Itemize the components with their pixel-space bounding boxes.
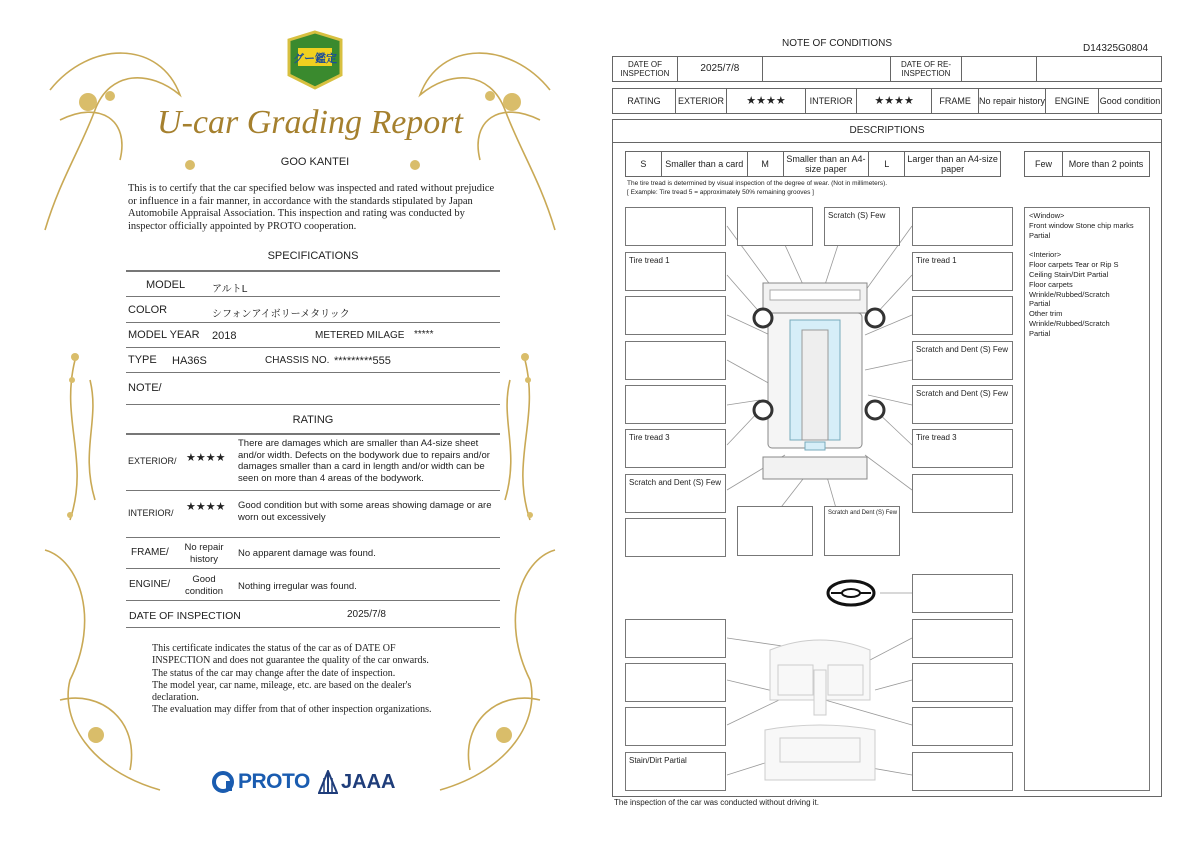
divider <box>126 347 500 348</box>
footer-line: The status of the car may change after the date of inspection. <box>152 667 396 679</box>
note-box-scratch-dent-right2 <box>912 385 1013 424</box>
engine-value: Good condition <box>184 574 224 597</box>
exterior-label: EXTERIOR/ <box>128 456 177 466</box>
side-notes-box <box>1024 207 1150 791</box>
note-text: Scratch and Dent (S) Few <box>916 389 1009 398</box>
side-note-line: Floor carpets <box>1029 279 1073 289</box>
divider <box>126 537 500 538</box>
note-box <box>912 474 1013 513</box>
note-text: Scratch (S) Few <box>828 211 886 220</box>
note-text: Tire tread 1 <box>629 256 670 265</box>
conditions-footer: The inspection of the car was conducted without driving it. <box>614 798 819 807</box>
divider <box>126 270 500 272</box>
inspection-date-value: 2025/7/8 <box>347 609 386 620</box>
note-box-tire-rl <box>625 429 726 468</box>
divider <box>126 600 500 601</box>
certificate-footer <box>152 643 492 717</box>
document-id: D14325G0804 <box>1083 43 1149 54</box>
jaaa-mark-icon <box>318 770 338 794</box>
note-box <box>625 341 726 380</box>
tire-example: [ Example: Tire tread 5 = approximately 50% remaining grooves ] <box>627 189 814 196</box>
specifications-heading: SPECIFICATIONS <box>267 250 359 262</box>
engine-description: Nothing irregular was found. <box>238 581 357 592</box>
note-text: Tire tread 3 <box>916 433 957 442</box>
engine-label: ENGINE/ <box>129 579 171 590</box>
steering-wheel-icon <box>828 581 874 605</box>
legend-few: Few <box>1025 152 1063 177</box>
note-box <box>625 663 726 702</box>
note-box-tire-fl <box>625 252 726 291</box>
note-box <box>912 574 1013 613</box>
legend-few-desc: More than 2 points <box>1063 152 1150 177</box>
chassis-value: *********555 <box>334 355 391 367</box>
certificate-subtitle: GOO KANTEI <box>280 156 350 168</box>
divider <box>126 322 500 323</box>
exterior-stars: ★★★★ <box>186 452 226 464</box>
chassis-label: CHASSIS NO. <box>265 355 330 366</box>
side-note-line: Wrinkle/Rubbed/Scratch <box>1029 318 1110 328</box>
frame-description: No apparent damage was found. <box>238 548 376 559</box>
type-label: TYPE <box>128 354 157 366</box>
rating-heading: RATING <box>292 414 334 426</box>
model-year-label: MODEL YEAR <box>128 329 200 341</box>
divider <box>126 627 500 628</box>
proto-logo-text: PROTO <box>238 770 310 793</box>
side-note-line: <Interior> <box>1029 250 1062 260</box>
note-label: NOTE/ <box>128 382 162 394</box>
frame-value: No repair history <box>978 89 1045 114</box>
side-note-line: Floor carpets Tear or Rip S <box>1029 260 1119 270</box>
certificate-title: U-car Grading Report <box>157 104 463 141</box>
side-note-line: <Window> <box>1029 211 1065 220</box>
note-text: Scratch and Dent (S) Few <box>629 478 722 487</box>
note-box-scratch-dent-right1 <box>912 341 1013 380</box>
note-box <box>912 707 1013 746</box>
interior-stars: ★★★★ <box>186 501 226 513</box>
note-box-tire-rr <box>912 429 1013 468</box>
note-box-scratch-top <box>824 207 900 246</box>
note-box <box>737 207 813 246</box>
exterior-label: EXTERIOR <box>676 89 727 114</box>
note-box <box>625 296 726 335</box>
jaaa-logo-text: JAAA <box>341 770 396 793</box>
note-text: Tire tread 1 <box>916 256 957 265</box>
note-box-stain <box>625 752 726 791</box>
frame-value: No repair history <box>184 542 224 565</box>
note-box-scratch-dent-left <box>625 474 726 513</box>
note-box <box>625 707 726 746</box>
note-box <box>912 752 1013 791</box>
side-note-line: Front window Stone chip marks <box>1029 220 1134 230</box>
jaaa-logo <box>318 770 395 794</box>
type-value: HA36S <box>172 355 207 367</box>
legend-m: M <box>747 152 783 177</box>
note-box <box>625 619 726 658</box>
goo-kantei-badge <box>286 30 344 90</box>
descriptions-heading: DESCRIPTIONS <box>612 119 1162 143</box>
note-text: Scratch and Dent (S) Few <box>828 510 898 516</box>
divider <box>126 296 500 297</box>
footer-line: The evaluation may differ from that of other inspection organizations. <box>152 704 432 716</box>
frame-label: FRAME <box>932 89 979 114</box>
exterior-stars: ★★★★ <box>726 89 805 114</box>
footer-line: This certificate indicates the status of the car as of DATE OF <box>152 643 396 654</box>
legend-s: S <box>626 152 662 177</box>
footer-line: declaration. <box>152 692 199 704</box>
side-note-line: Partial <box>1029 230 1051 240</box>
side-note-spacer <box>1029 240 1149 250</box>
side-notes <box>1029 211 1149 339</box>
date-inspection-label: DATE OF INSPECTION <box>613 57 678 82</box>
proto-logo <box>212 770 310 794</box>
note-box <box>625 385 726 424</box>
note-box-tire-fr <box>912 252 1013 291</box>
side-note-line: Ceiling Stain/Dirt Partial <box>1029 269 1109 279</box>
note-text: Scratch and Dent (S) Few <box>916 345 1009 354</box>
engine-label: ENGINE <box>1046 89 1099 114</box>
note-text: Stain/Dirt Partial <box>629 756 687 765</box>
side-note-line: Partial <box>1029 328 1051 338</box>
reinspection-label: DATE OF RE-INSPECTION <box>890 57 962 82</box>
car-top-view <box>754 283 884 479</box>
badge-text: グー鑑定 <box>293 52 337 65</box>
legend-l: L <box>869 152 905 177</box>
divider <box>126 490 500 491</box>
milage-label: METERED MILAGE <box>315 330 405 341</box>
interior-label: INTERIOR/ <box>128 508 174 518</box>
note-box-scratch-rear <box>824 506 900 556</box>
tire-note: The tire tread is determined by visual inspection of the degree of wear. (Not in millimeters). <box>627 180 888 187</box>
divider <box>126 568 500 569</box>
divider <box>126 372 500 373</box>
divider <box>126 433 500 435</box>
frame-label: FRAME/ <box>131 547 169 558</box>
note-box <box>912 296 1013 335</box>
interior-description: Good condition but with some areas showing damage or are worn out excessively <box>238 500 492 523</box>
divider <box>126 404 500 405</box>
date-inspection-value: 2025/7/8 <box>677 57 762 82</box>
side-note-line: Partial <box>1029 299 1051 309</box>
side-note-line: Other trim <box>1029 309 1063 319</box>
certificate-intro: This is to certify that the car specified below was inspected and rated without prejudice or influence in a fair manner, in accordance with the standards stipulated by Japan Automobile Appraisal Association. This inspection and rating was conducted by inspector officially appointed by PROTO cooperation. <box>128 183 495 232</box>
footer-line: INSPECTION and does not guarantee the quality of the car onwards. <box>152 655 429 667</box>
exterior-description: There are damages which are smaller than A4-size sheet and/or width. Defects on the bodywork due to repairs and/or damages smaller than a card in length and/or width can be seen on more than 4 areas of the bodywork. <box>238 438 490 484</box>
model-value: アルトL <box>212 284 248 295</box>
legend-m-desc: Smaller than an A4-size paper <box>783 152 869 177</box>
note-box <box>912 619 1013 658</box>
interior-label: INTERIOR <box>806 89 857 114</box>
interior-stars: ★★★★ <box>856 89 931 114</box>
legend-l-desc: Larger than an A4-size paper <box>905 152 1001 177</box>
model-year-value: 2018 <box>212 330 237 342</box>
note-box <box>737 506 813 556</box>
note-box <box>912 663 1013 702</box>
note-box <box>625 207 726 246</box>
engine-value: Good condition <box>1098 89 1161 114</box>
inspection-date-label: DATE OF INSPECTION <box>129 610 241 622</box>
proto-mark-icon <box>212 771 234 793</box>
model-label: MODEL <box>146 279 186 291</box>
note-box <box>912 207 1013 246</box>
note-of-conditions <box>600 0 1200 848</box>
side-note-line: Wrinkle/Rubbed/Scratch <box>1029 289 1110 299</box>
legend-s-desc: Smaller than a card <box>661 152 747 177</box>
note-text: Tire tread 3 <box>629 433 670 442</box>
footer-line: The model year, car name, mileage, etc. are based on the dealer's <box>152 679 412 691</box>
conditions-title: NOTE OF CONDITIONS <box>782 38 892 49</box>
color-label: COLOR <box>128 304 168 316</box>
rating-label: RATING <box>613 89 676 114</box>
milage-value: ***** <box>414 329 434 340</box>
note-box <box>625 518 726 557</box>
color-value: シフォンアイボリーメタリック <box>212 309 350 320</box>
